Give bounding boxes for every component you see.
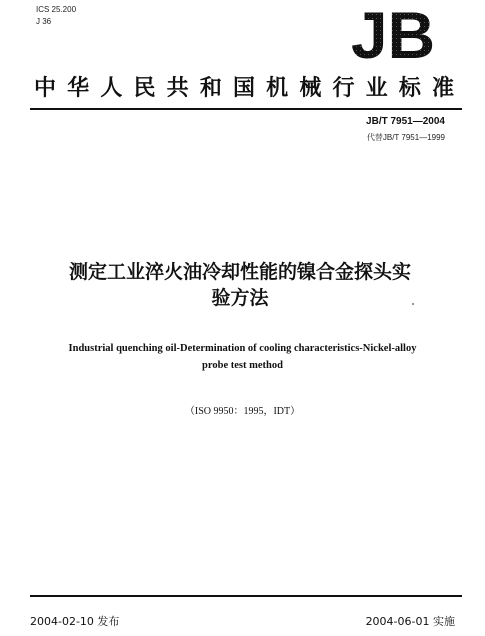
ics-code: ICS 25.200 [36, 5, 77, 14]
standard-type-char: 民 [133, 76, 156, 101]
standard-type-char: 华 [67, 76, 90, 101]
standard-type-char: 中 [34, 76, 57, 101]
document-title-en [20, 340, 465, 374]
footer-rule [30, 595, 462, 597]
standard-type-char: 业 [365, 76, 388, 101]
standard-type-char: 行 [332, 76, 355, 101]
standard-type-char: 机 [266, 76, 289, 101]
header-rule [30, 108, 462, 110]
standard-type-char: 械 [299, 76, 322, 101]
jb-logo [343, 0, 443, 64]
standard-type [34, 74, 454, 104]
implementation-date: 2004-06-01 实施 [365, 615, 455, 628]
speck-mark [412, 303, 414, 305]
standard-type-char: 人 [100, 76, 123, 101]
logo-text: JB [350, 0, 436, 64]
document-title-cn [30, 259, 450, 311]
standard-number: JB/T 7951—2004 [366, 116, 445, 127]
standard-type-char: 标 [398, 76, 421, 101]
iso-reference: （ISO 9950：1995，IDT） [184, 406, 301, 417]
issue-date: 2004-02-10 发布 [30, 615, 120, 628]
standard-type-char: 共 [166, 76, 189, 101]
replaces-standard: 代替JB/T 7951—1999 [366, 133, 445, 142]
title-en-line2: probe test method [202, 360, 283, 371]
title-cn-line1: 测定工业淬火油冷却性能的镍合金探头实 [68, 261, 411, 283]
standard-type-char: 国 [233, 76, 256, 101]
title-cn-line2: 验方法 [211, 287, 269, 309]
standard-type-char: 准 [432, 76, 455, 101]
title-en-line1: Industrial quenching oil-Determination of cooling characteristics-Nickel-alloy [68, 343, 417, 354]
standard-type-char: 和 [199, 76, 222, 101]
ccs-code: J 36 [36, 17, 52, 26]
